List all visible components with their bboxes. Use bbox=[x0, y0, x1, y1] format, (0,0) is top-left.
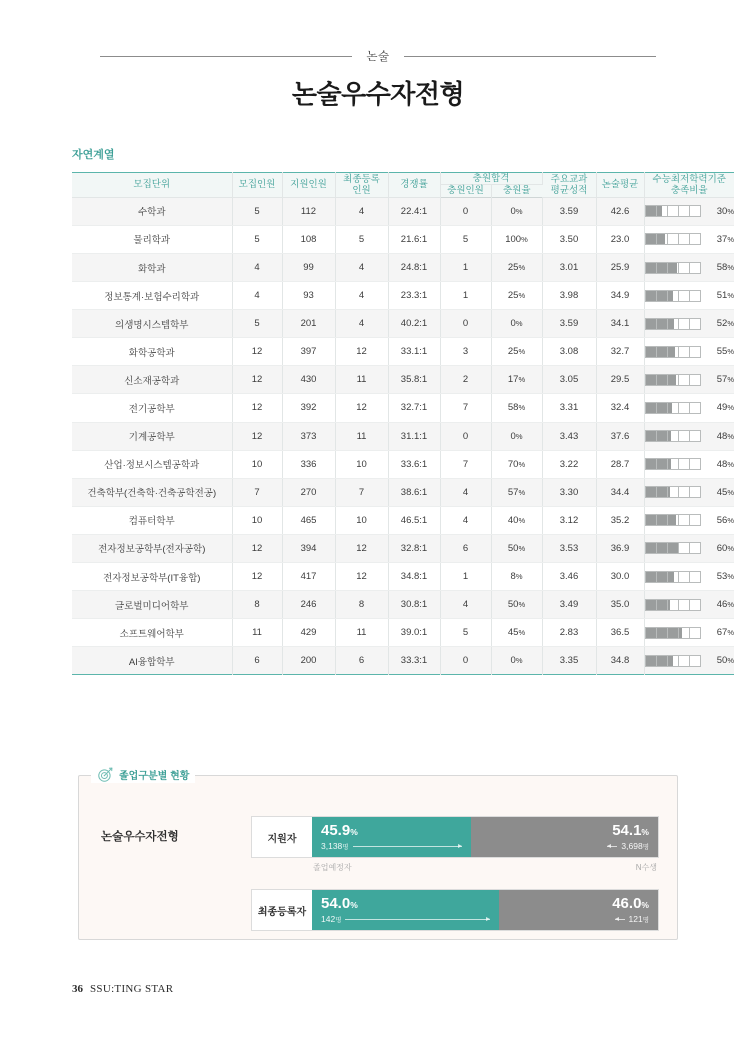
table-row bbox=[72, 450, 734, 478]
bar-segment-graduating bbox=[312, 890, 499, 930]
bar-track bbox=[312, 890, 658, 930]
axis-label-right: N수생 bbox=[635, 863, 657, 872]
cell-waitlist-rate: 0% bbox=[491, 422, 542, 450]
cell-waitlist-count: 0 bbox=[440, 310, 491, 338]
csat-meter bbox=[645, 486, 701, 498]
cell-gpa: 2.83 bbox=[542, 619, 596, 647]
cell-applicants: 430 bbox=[282, 366, 335, 394]
table-row bbox=[72, 225, 734, 253]
cell-unit: 산업·정보시스템공학과 bbox=[72, 450, 232, 478]
table-row bbox=[72, 394, 734, 422]
bar-segment-retaker bbox=[499, 890, 658, 930]
cell-unit: 소프트웨어학부 bbox=[72, 619, 232, 647]
table-row bbox=[72, 366, 734, 394]
csat-meter bbox=[645, 655, 701, 667]
cell-waitlist-rate: 70% bbox=[491, 450, 542, 478]
csat-meter-value: 67% bbox=[716, 627, 734, 639]
cell-applicants: 465 bbox=[282, 506, 335, 534]
cell-csat-minimum bbox=[644, 197, 734, 225]
bar-axis-labels bbox=[251, 858, 659, 873]
cell-ratio: 32.7:1 bbox=[388, 394, 440, 422]
runhead-rule-right bbox=[404, 56, 656, 57]
csat-meter-value: 60% bbox=[716, 542, 734, 554]
cell-ratio: 31.1:1 bbox=[388, 422, 440, 450]
cell-unit: 건축학부(건축학·건축공학전공) bbox=[72, 478, 232, 506]
cell-waitlist-rate: 57% bbox=[491, 478, 542, 506]
cell-waitlist-rate: 25% bbox=[491, 282, 542, 310]
cell-essay-average: 34.1 bbox=[596, 310, 644, 338]
cell-applicants: 108 bbox=[282, 225, 335, 253]
cell-unit: 전자정보공학부(IT융합) bbox=[72, 563, 232, 591]
th-essay-average: 논술평균 bbox=[596, 173, 644, 198]
cell-gpa: 3.12 bbox=[542, 506, 596, 534]
stacked-bar-row bbox=[251, 889, 659, 931]
table-row bbox=[72, 591, 734, 619]
cell-waitlist-count: 4 bbox=[440, 506, 491, 534]
table-body bbox=[72, 197, 734, 675]
cell-csat-minimum bbox=[644, 310, 734, 338]
th-gpa bbox=[542, 173, 596, 198]
cell-waitlist-rate: 58% bbox=[491, 394, 542, 422]
csat-meter bbox=[645, 627, 701, 639]
cell-capacity: 4 bbox=[232, 282, 282, 310]
cell-waitlist-count: 3 bbox=[440, 338, 491, 366]
csat-meter-value: 48% bbox=[716, 430, 734, 442]
th-waitlist-count: 충원인원 bbox=[440, 185, 491, 197]
th-gpa-line1: 주요교과 bbox=[550, 173, 588, 185]
table-row bbox=[72, 253, 734, 281]
cell-capacity: 4 bbox=[232, 253, 282, 281]
th-applicants: 지원인원 bbox=[282, 173, 335, 198]
cell-ratio: 34.8:1 bbox=[388, 563, 440, 591]
cell-enrolled: 12 bbox=[335, 563, 388, 591]
bar-segment-retaker bbox=[471, 817, 658, 857]
cell-unit: AI융합학부 bbox=[72, 647, 232, 675]
graduation-status-panel bbox=[78, 771, 678, 940]
cell-waitlist-rate: 0% bbox=[491, 197, 542, 225]
cell-waitlist-rate: 25% bbox=[491, 253, 542, 281]
cell-applicants: 417 bbox=[282, 563, 335, 591]
cell-gpa: 3.53 bbox=[542, 534, 596, 562]
csat-meter-value: 45% bbox=[716, 486, 734, 498]
csat-meter-value: 52% bbox=[716, 318, 734, 330]
table-row bbox=[72, 647, 734, 675]
csat-meter bbox=[645, 233, 701, 245]
table-row bbox=[72, 282, 734, 310]
cell-ratio: 33.1:1 bbox=[388, 338, 440, 366]
cell-gpa: 3.05 bbox=[542, 366, 596, 394]
cell-gpa: 3.59 bbox=[542, 197, 596, 225]
cell-gpa: 3.50 bbox=[542, 225, 596, 253]
table-header-row-1 bbox=[72, 173, 734, 185]
cell-ratio: 32.8:1 bbox=[388, 534, 440, 562]
cell-gpa: 3.31 bbox=[542, 394, 596, 422]
cell-essay-average: 35.2 bbox=[596, 506, 644, 534]
table-row bbox=[72, 619, 734, 647]
cell-gpa: 3.08 bbox=[542, 338, 596, 366]
cell-waitlist-rate: 8% bbox=[491, 563, 542, 591]
cell-ratio: 40.2:1 bbox=[388, 310, 440, 338]
cell-enrolled: 4 bbox=[335, 310, 388, 338]
running-head bbox=[100, 48, 656, 64]
csat-meter bbox=[645, 458, 701, 470]
cell-essay-average: 23.0 bbox=[596, 225, 644, 253]
cell-ratio: 33.6:1 bbox=[388, 450, 440, 478]
cell-capacity: 5 bbox=[232, 310, 282, 338]
cell-unit: 화학공학과 bbox=[72, 338, 232, 366]
cell-waitlist-count: 6 bbox=[440, 534, 491, 562]
cell-gpa: 3.59 bbox=[542, 310, 596, 338]
cell-applicants: 200 bbox=[282, 647, 335, 675]
cell-ratio: 23.3:1 bbox=[388, 282, 440, 310]
cell-enrolled: 12 bbox=[335, 534, 388, 562]
cell-essay-average: 34.9 bbox=[596, 282, 644, 310]
bar-right-percent: 46.0% bbox=[612, 894, 649, 912]
cell-essay-average: 34.8 bbox=[596, 647, 644, 675]
csat-meter-value: 49% bbox=[716, 402, 734, 414]
cell-ratio: 21.6:1 bbox=[388, 225, 440, 253]
cell-capacity: 5 bbox=[232, 197, 282, 225]
cell-csat-minimum bbox=[644, 478, 734, 506]
section-label-natural-sciences: 자연계열 bbox=[72, 149, 115, 161]
th-csat-line2: 충족비율 bbox=[670, 184, 708, 196]
cell-waitlist-rate: 50% bbox=[491, 534, 542, 562]
cell-applicants: 93 bbox=[282, 282, 335, 310]
csat-meter bbox=[645, 290, 701, 302]
csat-meter bbox=[645, 262, 701, 274]
bar-left-percent: 54.0% bbox=[321, 894, 358, 912]
cell-essay-average: 32.7 bbox=[596, 338, 644, 366]
cell-waitlist-count: 7 bbox=[440, 450, 491, 478]
cell-enrolled: 10 bbox=[335, 506, 388, 534]
cell-applicants: 392 bbox=[282, 394, 335, 422]
cell-csat-minimum bbox=[644, 591, 734, 619]
csat-meter bbox=[645, 374, 701, 386]
cell-ratio: 39.0:1 bbox=[388, 619, 440, 647]
th-ratio: 경쟁률 bbox=[388, 173, 440, 198]
cell-unit: 화학과 bbox=[72, 253, 232, 281]
cell-gpa: 3.30 bbox=[542, 478, 596, 506]
cell-waitlist-rate: 50% bbox=[491, 591, 542, 619]
cell-csat-minimum bbox=[644, 506, 734, 534]
cell-essay-average: 37.6 bbox=[596, 422, 644, 450]
cell-capacity: 12 bbox=[232, 563, 282, 591]
cell-csat-minimum bbox=[644, 563, 734, 591]
bars-container bbox=[251, 816, 659, 931]
target-icon bbox=[97, 766, 114, 783]
cell-capacity: 12 bbox=[232, 394, 282, 422]
bar-left-percent: 45.9% bbox=[321, 821, 358, 839]
cell-enrolled: 12 bbox=[335, 394, 388, 422]
th-capacity: 모집인원 bbox=[232, 173, 282, 198]
table-row bbox=[72, 422, 734, 450]
cell-enrolled: 11 bbox=[335, 366, 388, 394]
cell-ratio: 24.8:1 bbox=[388, 253, 440, 281]
csat-meter-value: 53% bbox=[716, 571, 734, 583]
page-title: 논술우수자전형 bbox=[291, 79, 465, 109]
cell-capacity: 11 bbox=[232, 619, 282, 647]
cell-enrolled: 4 bbox=[335, 253, 388, 281]
cell-unit: 물리학과 bbox=[72, 225, 232, 253]
cell-enrolled: 12 bbox=[335, 338, 388, 366]
panel-subtitle: 논술우수자전형 bbox=[101, 831, 179, 843]
csat-meter bbox=[645, 599, 701, 611]
cell-unit: 글로벌미디어학부 bbox=[72, 591, 232, 619]
csat-meter bbox=[645, 346, 701, 358]
bar-gap bbox=[251, 873, 659, 889]
cell-gpa: 3.49 bbox=[542, 591, 596, 619]
cell-csat-minimum bbox=[644, 338, 734, 366]
csat-meter-value: 30% bbox=[716, 205, 734, 217]
cell-ratio: 33.3:1 bbox=[388, 647, 440, 675]
cell-gpa: 3.43 bbox=[542, 422, 596, 450]
cell-waitlist-count: 1 bbox=[440, 253, 491, 281]
cell-essay-average: 35.0 bbox=[596, 591, 644, 619]
cell-ratio: 30.8:1 bbox=[388, 591, 440, 619]
csat-meter-value: 55% bbox=[716, 346, 734, 358]
cell-capacity: 12 bbox=[232, 338, 282, 366]
th-enrolled bbox=[335, 173, 388, 198]
cell-capacity: 12 bbox=[232, 422, 282, 450]
cell-waitlist-count: 1 bbox=[440, 563, 491, 591]
th-waitlist-rate: 충원율 bbox=[491, 185, 542, 197]
csat-meter-value: 56% bbox=[716, 514, 734, 526]
csat-meter-value: 51% bbox=[716, 290, 734, 302]
csat-meter bbox=[645, 514, 701, 526]
csat-meter bbox=[645, 402, 701, 414]
cell-waitlist-count: 4 bbox=[440, 478, 491, 506]
cell-csat-minimum bbox=[644, 282, 734, 310]
cell-csat-minimum bbox=[644, 253, 734, 281]
cell-waitlist-count: 0 bbox=[440, 422, 491, 450]
cell-csat-minimum bbox=[644, 534, 734, 562]
cell-gpa: 3.01 bbox=[542, 253, 596, 281]
cell-ratio: 22.4:1 bbox=[388, 197, 440, 225]
cell-essay-average: 36.5 bbox=[596, 619, 644, 647]
cell-unit: 전자정보공학부(전자공학) bbox=[72, 534, 232, 562]
bar-left-count: 142명 bbox=[312, 915, 499, 925]
table-row bbox=[72, 197, 734, 225]
cell-gpa: 3.46 bbox=[542, 563, 596, 591]
cell-unit: 수학과 bbox=[72, 197, 232, 225]
cell-essay-average: 32.4 bbox=[596, 394, 644, 422]
cell-waitlist-rate: 45% bbox=[491, 619, 542, 647]
cell-essay-average: 29.5 bbox=[596, 366, 644, 394]
runhead-rule-left bbox=[100, 56, 352, 57]
stats-table-container bbox=[72, 172, 734, 675]
cell-applicants: 397 bbox=[282, 338, 335, 366]
cell-unit: 전기공학부 bbox=[72, 394, 232, 422]
csat-meter bbox=[645, 571, 701, 583]
page-footer bbox=[72, 983, 173, 995]
cell-waitlist-count: 5 bbox=[440, 225, 491, 253]
cell-csat-minimum bbox=[644, 225, 734, 253]
bar-category-label: 최종등록자 bbox=[252, 890, 312, 930]
cell-applicants: 336 bbox=[282, 450, 335, 478]
cell-enrolled: 10 bbox=[335, 450, 388, 478]
table-row bbox=[72, 310, 734, 338]
cell-enrolled: 5 bbox=[335, 225, 388, 253]
cell-capacity: 10 bbox=[232, 506, 282, 534]
panel-legend bbox=[91, 766, 195, 783]
cell-waitlist-count: 0 bbox=[440, 197, 491, 225]
cell-enrolled: 4 bbox=[335, 197, 388, 225]
cell-csat-minimum bbox=[644, 647, 734, 675]
cell-enrolled: 7 bbox=[335, 478, 388, 506]
cell-applicants: 394 bbox=[282, 534, 335, 562]
table-row bbox=[72, 506, 734, 534]
cell-gpa: 3.98 bbox=[542, 282, 596, 310]
th-enrolled-line2: 인원 bbox=[352, 184, 371, 196]
csat-meter bbox=[645, 318, 701, 330]
cell-unit: 기계공학부 bbox=[72, 422, 232, 450]
th-csat-line1: 수능최저학력기준 bbox=[652, 173, 726, 185]
cell-capacity: 6 bbox=[232, 647, 282, 675]
cell-enrolled: 6 bbox=[335, 647, 388, 675]
cell-unit: 의생명시스템학부 bbox=[72, 310, 232, 338]
cell-waitlist-rate: 100% bbox=[491, 225, 542, 253]
cell-enrolled: 8 bbox=[335, 591, 388, 619]
cell-waitlist-count: 4 bbox=[440, 591, 491, 619]
cell-csat-minimum bbox=[644, 422, 734, 450]
cell-unit: 정보통계·보험수리학과 bbox=[72, 282, 232, 310]
table-head bbox=[72, 173, 734, 198]
cell-applicants: 201 bbox=[282, 310, 335, 338]
stacked-bar-row bbox=[251, 816, 659, 858]
cell-waitlist-rate: 17% bbox=[491, 366, 542, 394]
cell-essay-average: 34.4 bbox=[596, 478, 644, 506]
bar-segment-graduating bbox=[312, 817, 471, 857]
cell-ratio: 46.5:1 bbox=[388, 506, 440, 534]
csat-meter bbox=[645, 542, 701, 554]
csat-meter-value: 57% bbox=[716, 374, 734, 386]
th-waitlist-group: 충원합격 bbox=[440, 173, 542, 185]
cell-waitlist-count: 2 bbox=[440, 366, 491, 394]
th-csat-minimum bbox=[644, 173, 734, 198]
runhead-label: 논술 bbox=[366, 51, 390, 63]
cell-csat-minimum bbox=[644, 366, 734, 394]
table-row bbox=[72, 534, 734, 562]
cell-enrolled: 11 bbox=[335, 619, 388, 647]
bar-left-count: 3,138명 bbox=[312, 842, 471, 852]
cell-waitlist-count: 7 bbox=[440, 394, 491, 422]
cell-capacity: 10 bbox=[232, 450, 282, 478]
cell-essay-average: 30.0 bbox=[596, 563, 644, 591]
cell-waitlist-count: 5 bbox=[440, 619, 491, 647]
cell-waitlist-rate: 40% bbox=[491, 506, 542, 534]
cell-ratio: 35.8:1 bbox=[388, 366, 440, 394]
cell-unit: 컴퓨터학부 bbox=[72, 506, 232, 534]
cell-ratio: 38.6:1 bbox=[388, 478, 440, 506]
cell-applicants: 99 bbox=[282, 253, 335, 281]
bar-right-count: 3,698명 bbox=[598, 842, 658, 852]
cell-capacity: 12 bbox=[232, 366, 282, 394]
csat-meter bbox=[645, 430, 701, 442]
cell-waitlist-count: 0 bbox=[440, 647, 491, 675]
table-row bbox=[72, 478, 734, 506]
cell-applicants: 270 bbox=[282, 478, 335, 506]
cell-waitlist-rate: 0% bbox=[491, 647, 542, 675]
cell-csat-minimum bbox=[644, 450, 734, 478]
cell-gpa: 3.35 bbox=[542, 647, 596, 675]
th-unit: 모집단위 bbox=[72, 173, 232, 198]
cell-waitlist-rate: 25% bbox=[491, 338, 542, 366]
table-row bbox=[72, 338, 734, 366]
cell-gpa: 3.22 bbox=[542, 450, 596, 478]
admissions-stats-table bbox=[72, 172, 734, 675]
cell-essay-average: 25.9 bbox=[596, 253, 644, 281]
cell-essay-average: 36.9 bbox=[596, 534, 644, 562]
cell-applicants: 112 bbox=[282, 197, 335, 225]
cell-csat-minimum bbox=[644, 619, 734, 647]
th-enrolled-line1: 최종등록 bbox=[343, 173, 380, 185]
brand-name: SSU:TING STAR bbox=[90, 983, 174, 995]
cell-capacity: 8 bbox=[232, 591, 282, 619]
cell-essay-average: 42.6 bbox=[596, 197, 644, 225]
csat-meter-value: 48% bbox=[716, 458, 734, 470]
bar-right-count: 121명 bbox=[606, 915, 658, 925]
bar-track bbox=[312, 817, 658, 857]
cell-essay-average: 28.7 bbox=[596, 450, 644, 478]
cell-waitlist-count: 1 bbox=[440, 282, 491, 310]
cell-enrolled: 4 bbox=[335, 282, 388, 310]
cell-applicants: 429 bbox=[282, 619, 335, 647]
axis-label-left: 졸업예정자 bbox=[313, 863, 352, 872]
cell-capacity: 5 bbox=[232, 225, 282, 253]
csat-meter-value: 37% bbox=[716, 233, 734, 245]
cell-csat-minimum bbox=[644, 394, 734, 422]
th-gpa-line2: 평균성적 bbox=[550, 184, 588, 196]
bar-right-percent: 54.1% bbox=[612, 821, 649, 839]
cell-capacity: 12 bbox=[232, 534, 282, 562]
table-row bbox=[72, 563, 734, 591]
csat-meter-value: 50% bbox=[716, 655, 734, 667]
page-number: 36 bbox=[72, 983, 83, 995]
csat-meter-value: 58% bbox=[716, 262, 734, 274]
bar-category-label: 지원자 bbox=[252, 817, 312, 857]
panel-body bbox=[79, 800, 677, 939]
cell-unit: 신소재공학과 bbox=[72, 366, 232, 394]
csat-meter-value: 46% bbox=[716, 599, 734, 611]
cell-waitlist-rate: 0% bbox=[491, 310, 542, 338]
cell-capacity: 7 bbox=[232, 478, 282, 506]
csat-meter bbox=[645, 205, 701, 217]
cell-enrolled: 11 bbox=[335, 422, 388, 450]
panel-title: 졸업구분별 현황 bbox=[119, 771, 190, 782]
cell-applicants: 246 bbox=[282, 591, 335, 619]
cell-applicants: 373 bbox=[282, 422, 335, 450]
